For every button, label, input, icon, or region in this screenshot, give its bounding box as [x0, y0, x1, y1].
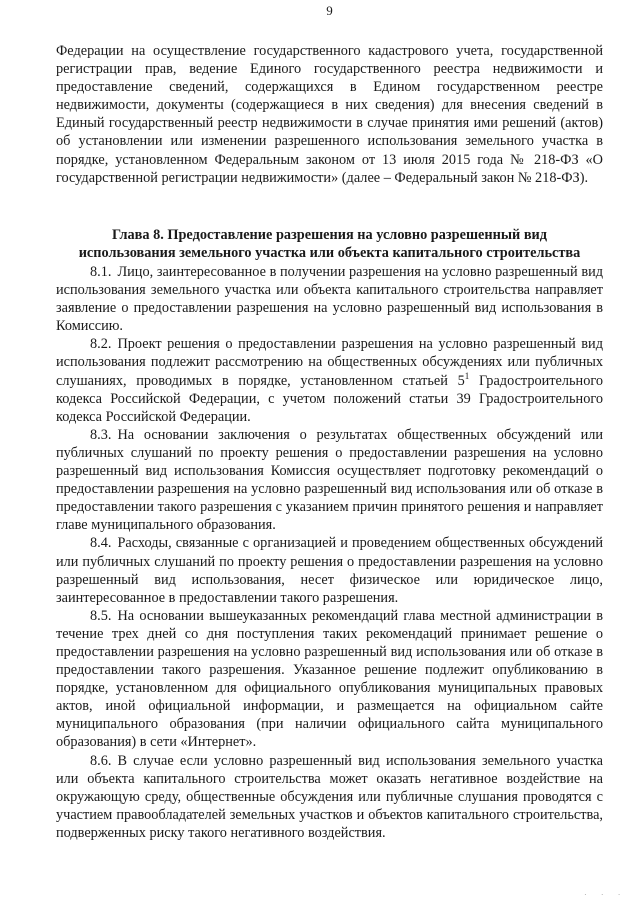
- footer-marks: · · ·: [584, 890, 627, 899]
- chapter-title-line-2: использования земельного участка или объекта капитального строительства: [78, 245, 581, 261]
- paragraph-number: 8.5.: [90, 607, 112, 624]
- paragraph-8-1: [56, 263, 603, 335]
- paragraph-number: 8.2.: [90, 336, 112, 353]
- paragraph-8-3: [56, 426, 603, 535]
- paragraph-number: 8.4.: [90, 535, 112, 552]
- paragraph-number: 8.6.: [90, 752, 112, 769]
- intro-paragraph: Федерации на осуществление государственного кадастрового учета, государственной регистрации прав, ведение Единого государственного реестра недвижимости и предоставление сведений, содержащихся в Едином государственном реестре недвижимости, документы (содержащиеся в них сведения) для внесения сведений в Единый государственный реестр недвижимости в случае принятия ими решений (актов) об установлении или изменении разрешенного использования земельного участка в порядке, установленном Федеральным законом от 13 июля 2015 года № 218-ФЗ «О государственной регистрации недвижимости» (далее – Федеральный закон № 218-ФЗ).: [56, 43, 603, 186]
- article-superscript: 1: [464, 370, 470, 381]
- paragraph-8-4: [56, 534, 603, 606]
- paragraph-8-5: [56, 607, 603, 752]
- paragraph-text: На основании заключения о результатах общественных обсуждений или публичных слушаний по проекту решения о предоставлении разрешения на условно разрешенный вид использования Комиссия осуществляет подготовку рекомендаций о предоставлении разрешения на условно разрешенный вид использования или об отказе в предоставлении такого разрешения с указанием причин принятого решения и направляет главе муниципального образования.: [56, 426, 603, 534]
- paragraph-8-6: [56, 752, 603, 842]
- chapter-paragraphs: [56, 263, 603, 842]
- paragraph-text: Расходы, связанные с организацией и проведением общественных обсуждений или публичных слушаний по проекту решения о предоставлении разрешения на условно разрешенный вид использования, несет физическое или юридическое лицо, заинтересованное в предоставлении такого разрешения.: [56, 535, 603, 606]
- paragraph-number: 8.3.: [90, 426, 112, 443]
- chapter-title-line-1: Глава 8. Предоставление разрешения на условно разрешенный вид: [111, 227, 548, 243]
- paragraph-text: На основании вышеуказанных рекомендаций глава местной администрации в течение трех дней со дня поступления таких рекомендаций принимает решение о предоставлении разрешения на условно разрешенный вид использования или об отказе в предоставлении такого разрешения. Указанное решение подлежит опубликованию в порядке, установленном для официального опубликования муниципальных правовых актов, иной официальной информации, и размещается на официальном сайте муниципального образования (при наличии официального сайта муниципального образования) в сети «Интернет».: [56, 607, 603, 751]
- paragraph-text-continued: Градостроительного кодекса Российской Федерации, с учетом положений статьи 39 Градостроительного кодекса Российской Федерации.: [56, 372, 603, 425]
- paragraph-text: Лицо, заинтересованное в получении разрешения на условно разрешенный вид использования земельного участка или объекта капитального строительства направляет заявление о предоставлении разрешения на условно разрешенный вид использования в Комиссию.: [56, 264, 603, 335]
- paragraph-8-2: [56, 335, 603, 425]
- paragraph-text: В случае если условно разрешенный вид использования земельного участка или объекта капитального строительства может оказать негативное воздействие на окружающую среду, общественные обсуждения или публичные слушания проводятся с участием правообладателей земельных участков и объектов капитального строительства, подверженных риску такого негативного воздействия.: [56, 752, 603, 841]
- chapter-title: [56, 226, 603, 262]
- paragraph-number: 8.1.: [90, 264, 112, 280]
- paragraph-text: Проект решения о предоставлении разрешения на условно разрешенный вид использования подлежит рассмотрению на общественных обсуждениях или публичных слушаниях, проводимых в порядке, установленном статьей 5: [56, 336, 603, 389]
- page-number: 9: [326, 3, 333, 18]
